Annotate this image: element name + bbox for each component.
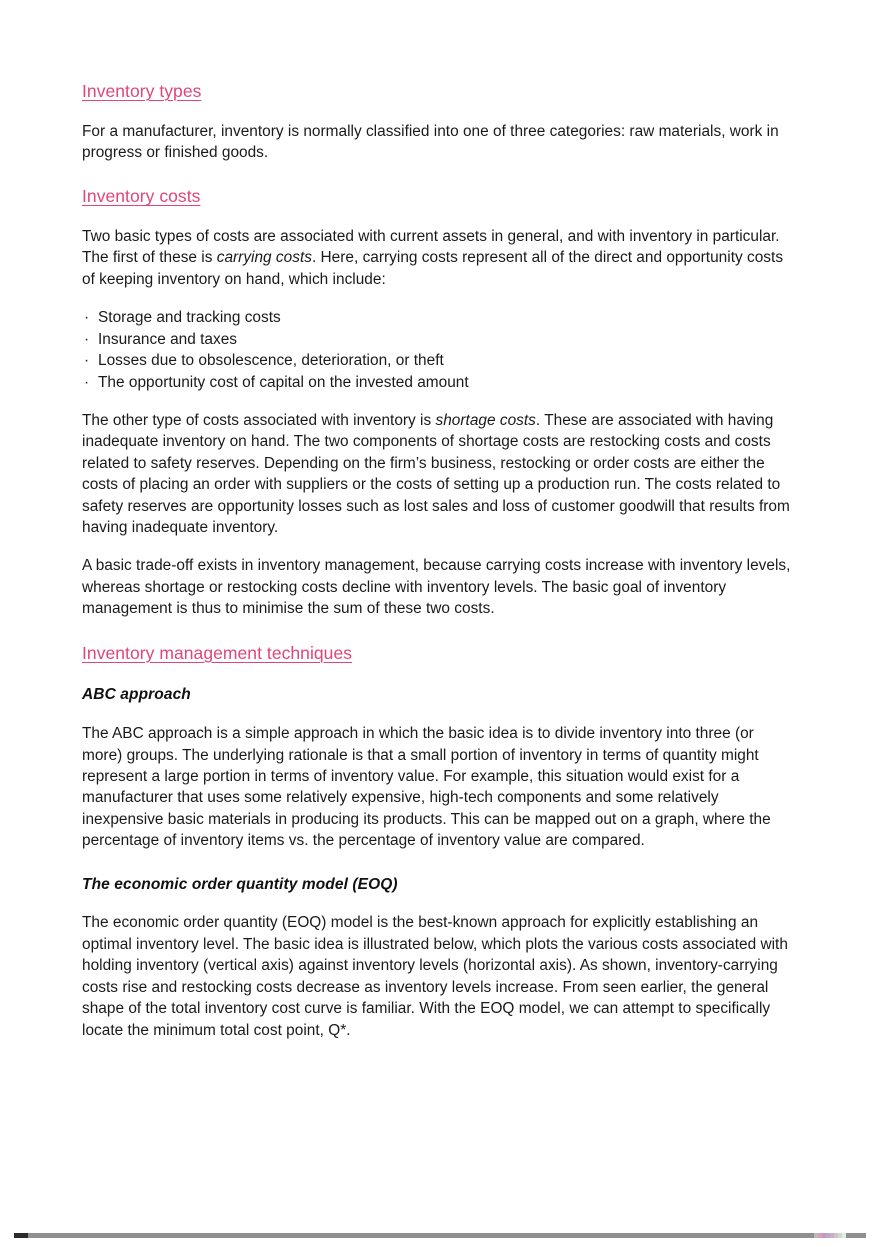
paragraph-abc-approach: The ABC approach is a simple approach in which the basic idea is to divide inventory into three (or more) groups. The underlying rationale is that a small portion of inventory in terms of quantity might represent a large portion in terms of inventory value. For example, this situation would exist for a manufacturer that uses some relatively expensive, high-tech components and some relatively inexpensive basic materials in producing its products. This can be mapped out on a graph, where the percentage of inventory items vs. the percentage of inventory value are compared. — [82, 725, 771, 850]
list-item-label: Losses due to obsolescence, deterioration, or theft — [98, 352, 444, 370]
subheading-eoq-model: The economic order quantity model (EOQ) — [82, 875, 398, 893]
heading-inventory-types: Inventory types — [82, 81, 202, 101]
emphasis-shortage-costs: shortage costs — [435, 411, 536, 429]
paragraph-shortage-costs-part-1: The other type of costs associated with inventory is — [82, 411, 436, 429]
page-bottom-rule — [14, 1233, 866, 1238]
spacer — [82, 620, 794, 642]
list-item — [82, 372, 794, 393]
document-content — [82, 80, 794, 1041]
paragraph-inventory-types: For a manufacturer, inventory is normally classified into one of three categories: raw materials, work in progress or finished goods. — [82, 122, 779, 162]
list-item — [82, 329, 794, 350]
spacer — [82, 665, 794, 685]
heading-inventory-management-techniques: Inventory management techniques — [82, 642, 353, 663]
list-item-label: Storage and tracking costs — [98, 309, 281, 327]
bullet-icon: · — [84, 373, 90, 391]
list-item-label: Insurance and taxes — [98, 330, 237, 348]
spacer — [82, 104, 794, 121]
bullet-icon: · — [84, 352, 90, 370]
spacer — [82, 290, 794, 307]
spacer — [82, 538, 794, 555]
spacer — [82, 209, 794, 226]
heading-inventory-costs: Inventory costs — [82, 186, 201, 207]
spacer — [82, 852, 794, 875]
paragraph-shortage-costs — [82, 410, 794, 538]
paragraph-carrying-costs — [82, 226, 794, 290]
page-bottom-color-swatches — [814, 1233, 846, 1238]
emphasis-carrying-costs: carrying costs — [216, 249, 312, 267]
bullet-icon: · — [84, 309, 90, 327]
subheading-abc-approach: ABC approach — [82, 686, 191, 704]
paragraph-carrying-costs-part-1: Two basic types of costs are associated with current assets in general, and with inventory in particular. The first of these is — [82, 228, 780, 267]
bullet-icon: · — [84, 330, 90, 348]
carrying-costs-bullet-list — [82, 307, 794, 393]
spacer — [82, 163, 794, 185]
paragraph-shortage-costs-part-2: . These are associated with having inadequate inventory on hand. The two components of shortage costs are restocking costs and costs related to safety reserves. Depending on the firm’s business, restocking or order costs are either the costs of placing an order with suppliers or the costs of setting up a production run. The costs related to safety reserves are opportunity losses such as lost sales and loss of customer goodwill that results from having inadequate inventory. — [82, 411, 790, 536]
color-swatch — [842, 1233, 846, 1238]
list-item — [82, 350, 794, 371]
list-item-label: The opportunity cost of capital on the invested amount — [98, 373, 469, 391]
paragraph-trade-off: A basic trade-off exists in inventory management, because carrying costs increase with inventory levels, whereas shortage or restocking costs decline with inventory levels. The basic goal of inventory management is thus to minimise the sum of these two costs. — [82, 557, 791, 618]
paragraph-eoq-model: The economic order quantity (EOQ) model is the best-known approach for explicitly establishing an optimal inventory level. The basic idea is illustrated below, which plots the various costs associated with holding inventory (vertical axis) against inventory levels (horizontal axis). As shown, inventory-carrying costs rise and restocking costs decrease as inventory levels increase. From seen earlier, the general shape of the total inventory cost curve is familiar. With the EOQ model, we can attempt to specifically locate the minimum total cost point, Q*. — [82, 914, 788, 1039]
spacer — [82, 393, 794, 410]
list-item — [82, 307, 794, 328]
paragraph-carrying-costs-part-2: . Here, carrying costs represent all of the direct and opportunity costs of keeping inventory on hand, which include: — [82, 249, 784, 288]
page-bottom-rule-cap — [14, 1233, 28, 1238]
spacer — [82, 706, 794, 723]
spacer — [82, 895, 794, 912]
